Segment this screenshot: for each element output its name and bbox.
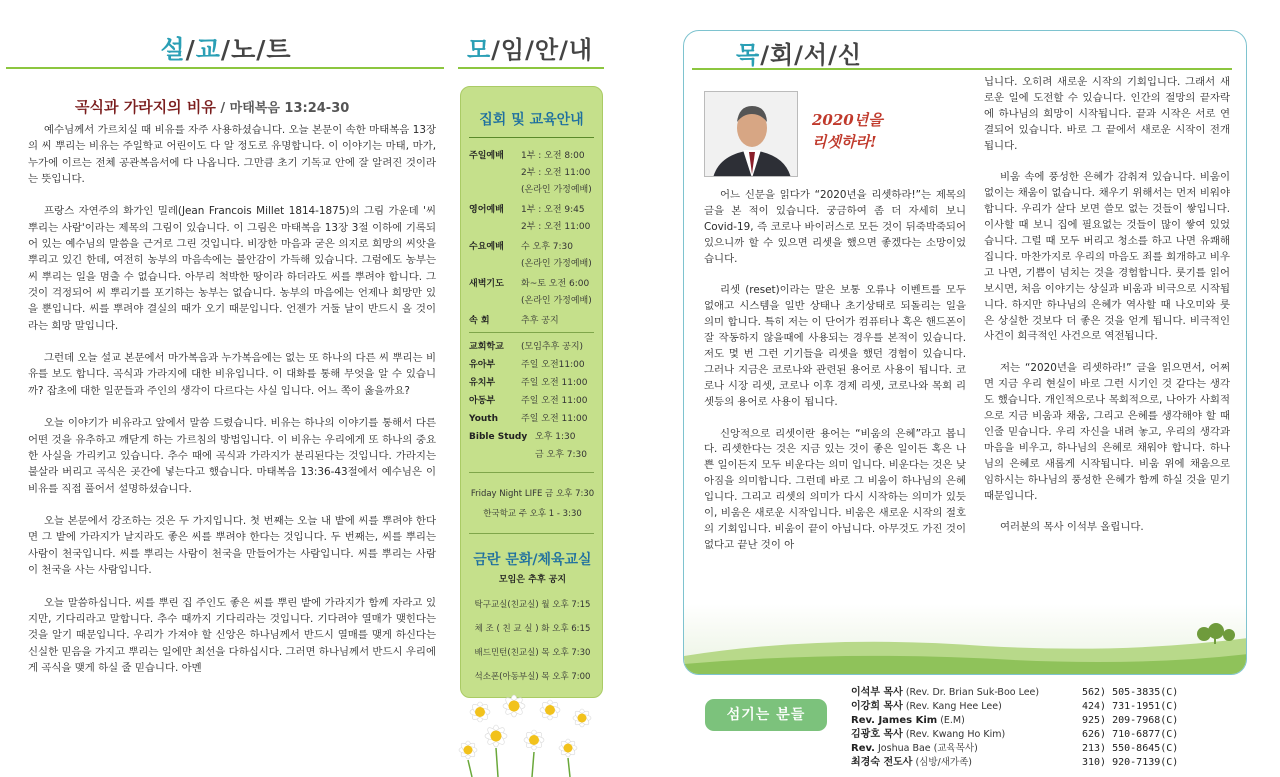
schedule-label: Youth	[469, 414, 498, 424]
headline-line: 2020년을	[812, 111, 883, 129]
sermon-paragraph: 예수님께서 가르치실 때 비유를 자주 사용하셨습니다. 오늘 본문이 속한 마태복음 13장의 씨 뿌리는 비유는 주일학교 어린이도 다 알 정도로 유명합니다. 이 이야기는 마태, 마가, 누가에 이르는 전체 공관복음서에 다 나옵니다. 그만큼 초기 기독교 안에 잘 알려진 것이라는 뜻입니다.	[28, 124, 436, 185]
schedule-value: (모임추후 공지)	[521, 342, 584, 352]
staff-phone: 925) 209-7968(C)	[1082, 715, 1179, 726]
sermon-paragraph: 프랑스 자연주의 화가인 밀레(Jean Francois Millet 1814-1875)의 그림 가운데 '씨 뿌리는 사람'이라는 제목의 그림이 있습니다. 이 그림은 마태복음 13장 3절 이하에 기록되어 있는 예수님의 말씀을 근거로 그린 것입니다. 비장한 마음과 굳은 의지로 희망의 씨앗을 뿌리고 있긴 한데, 여전히 농부의 마음속에는 불안감이 가득해 있습니다. 그럼에도 농부는 씨 뿌리는 일을 멈출 수 없습니다. 아무리 척박한 땅이라 하더라도 씨를 뿌려야 합니다. 그것이 걱정되어 씨 뿌리기를 포기하는 농부는 없습니다. 농부의 마음에는 언제나 희망만 있을 뿐입니다. 씨를 뿌려야 결실의 때가 오기 때문입니다. 언젠가 거둘 날이 반드시 올 것이라는 희망 말입니다.	[28, 205, 436, 332]
staff-row	[851, 714, 1246, 728]
sermon-body	[28, 122, 436, 692]
staff-list	[851, 686, 1246, 770]
title-char: 교	[195, 35, 221, 64]
staff-row	[851, 700, 1246, 714]
staff-english-name: (Rev. Dr. Brian Suk-Boo Lee)	[902, 687, 1040, 698]
letter-paragraph: 신앙적으로 리셋이란 용어는 “비움의 은혜”라고 봅니다. 리셋한다는 것은 지금 있는 것이 좋은 일이든 혹은 나쁜 일이든지 모두 비운다는 의미 입니다. 비운다는 것은 낮아짐을 의미합니다. 그런데 바로 그 비움이 하나님의 은혜입니다. 그리고 리셋의 의미가 다시 시작하는 의미가 있듯이, 비움은 새로운 시작입니다. 비움은 새로운 시작의 절호의 기회입니다. 비움이 끝이 아닙니다. 아무것도 가진 것이 없다고 끝난 것이 아	[704, 427, 966, 551]
schedule-value: (온라인 가정예배)	[521, 185, 592, 195]
letter-section-title: 목/회/서/신	[736, 41, 863, 69]
sermon-section-title: 설/교/노/트	[160, 35, 292, 64]
title-underline	[458, 67, 604, 69]
schedule-value: 주일 오전 11:00	[521, 396, 588, 406]
schedule-value: 2부 : 오전 11:00	[521, 222, 591, 232]
letter-paragraph: 저는 “2020년을 리셋하라!” 글을 읽으면서, 어쩌면 지금 우리 현실이 바로 그런 시기인 것 같다는 생각도 했습니다. 개인적으로나 목회적으로, 나아가 사회적으로 지금 비움과 채움, 그리고 은혜를 생각해야 할 때 인줄 믿습니다. 우리 자신을 내려 놓고, 우리의 생각과 마음을 비우고, 하나님의 은혜로 채워야 합니다. 하나님의 은혜로 새롭게 시작됩니다. 비움 위에 채움으로 임하시는 하나님의 풍성한 은혜가 함께 하실 것을 믿기 때문입니다.	[984, 362, 1230, 502]
title-char: 노	[231, 35, 257, 64]
staff-english-name: (Rev. Kang Hee Lee)	[902, 701, 1002, 712]
schedule-value: 1부 : 오전 9:45	[521, 205, 585, 215]
sermon-heading	[75, 96, 349, 117]
staff-name: 최경숙 전도사	[851, 757, 913, 768]
schedule-label: 주일예배	[469, 151, 504, 161]
panel-heading: 집회 및 교육안내	[479, 112, 584, 128]
staff-phone: 424) 731-1951(C)	[1082, 701, 1179, 712]
schedule-label: Bible Study	[469, 432, 528, 442]
schedule-label: 속 회	[469, 316, 490, 326]
class-item: 배드민턴(친교실) 목 오후 7:30	[474, 648, 591, 658]
schedule-value: 2부 : 오전 11:00	[521, 168, 591, 178]
schedule-value: 1부 : 오전 8:00	[521, 151, 585, 161]
letter-column-1	[704, 188, 966, 570]
divider	[469, 472, 594, 473]
letter-headline	[812, 109, 883, 153]
title-char: 목	[736, 41, 761, 69]
divider	[469, 137, 594, 138]
sermon-heading-title: 곡식과 가라지의 비유	[75, 98, 216, 116]
pastor-letter	[683, 30, 1247, 675]
meadow-landscape-decoration	[684, 604, 1247, 674]
title-char: 트	[266, 35, 292, 64]
schedule-value: 수 오후 7:30	[521, 242, 574, 252]
title-char: 신	[837, 41, 863, 69]
staff-name: 김광호 목사	[851, 729, 903, 740]
title-char: 회	[769, 41, 795, 69]
schedule-label: 아동부	[469, 396, 496, 406]
title-char: 서	[803, 41, 829, 69]
schedule-value: 주일 오전 11:00	[521, 414, 588, 424]
schedule-label: 새벽기도	[469, 279, 504, 289]
schedule-label: 유아부	[469, 360, 496, 370]
title-char: 설	[160, 35, 186, 64]
daisy-flowers-decoration	[452, 690, 608, 777]
divider	[469, 533, 594, 534]
staff-row	[851, 686, 1246, 700]
sermon-paragraph: 오늘 말씀하십니다. 씨를 뿌린 집 주인도 좋은 씨를 뿌린 밭에 가라지가 함께 자라고 있지만, 기다리라고 말합니다. 추수 때까지 기다리라는 것입니다. 기다려야 열매가 맺힌다는 것을 알기 때문입니다. 우리가 가져야 할 신앙은 하나님께서 반드시 열매를 맺게 하신다는 신실한 믿음을 가지고 뿌리는 일에만 최선을 다하십시다. 그러면 하나님께서 반드시 우리에게 곡식을 맺게 하실 줄 믿습니다. 아멘	[28, 596, 436, 674]
schedule-value: 화~토 오전 6:00	[521, 279, 590, 289]
sermon-notes	[0, 0, 452, 777]
title-char: 내	[568, 36, 594, 64]
letter-column-2	[984, 75, 1230, 552]
meeting-guide	[452, 0, 608, 777]
sermon-paragraph: 오늘 본문에서 강조하는 것은 두 가지입니다. 첫 번째는 오늘 내 밭에 씨를 뿌려야 한다면 그 밭에 가라지가 날지라도 좋은 씨를 뿌려야 한다는 것입니다. 두 번째는, 씨를 뿌리는 사람이 천국입니다. 씨를 뿌리는 사람이 천국을 만들어가는 사람입니다. 씨를 뿌리는 사람이 천국을 사는 사람입니다.	[28, 515, 436, 577]
letter-paragraph: 어느 신문을 읽다가 “2020년을 리셋하라!”는 제목의 글을 본 적이 있습니다. 궁금하여 좀 더 자세히 보니 Covid-19, 즉 코로나 바이러스로 모든 것이 뒤죽박죽되어 있으니까 할 수 있으면 리셋을 했으면 좋겠다는 소망이었습니다.	[704, 189, 966, 265]
schedule-label: 교회학교	[469, 342, 504, 352]
korean-school: 한국학교 주 오후 1 - 3:30	[483, 509, 582, 519]
class-item: 석소폰(아동부실) 목 오후 7:00	[474, 672, 591, 682]
schedule-value: (온라인 가정예배)	[521, 296, 592, 306]
schedule-label: 유치부	[469, 378, 496, 388]
schedule-label: 영어예배	[469, 205, 504, 215]
sermon-reference: / 마태복음 13:24-30	[215, 101, 350, 116]
guide-section-title: 모/임/안/내	[466, 36, 594, 64]
letter-paragraph: 닙니다. 오히려 새로운 시작의 기회입니다. 그래서 새로운 일에 도전할 수 있습니다. 인간의 절망의 끝자락에 하나님의 희망이 시작됩니다. 끝과 시작은 서로 연결되어 있습니다. 바로 그 끝에서 새로운 시작이 전개 됩니다.	[984, 76, 1230, 152]
title-char: 모	[466, 36, 492, 64]
staff-name: 이석부 목사	[851, 687, 903, 698]
staff-name: 이강희 목사	[851, 701, 903, 712]
staff-phone: 562) 505-3835(C)	[1082, 687, 1179, 698]
staff-name: Rev.	[851, 743, 875, 754]
title-char: 임	[500, 36, 526, 64]
sermon-paragraph: 그런데 오늘 설교 본문에서 마가복음과 누가복음에는 없는 또 하나의 다른 씨 뿌리는 비유를 보도 합니다. 곡식과 가라지에 대한 비유입니다. 이 대화를 통해 무엇을 알 수 있습니까? 잡초에 대한 일꾼들과 주인의 생각이 다르다는 사실 입니다. 어느 쪽이 옳을까요?	[28, 352, 436, 397]
letter-signature: 여러분의 목사 이석부 올립니다.	[1000, 521, 1144, 534]
schedule-value: 추후 공지	[521, 316, 559, 326]
schedule-value: 금 오후 7:30	[535, 450, 588, 460]
culture-subtitle: 모임은 추후 공지	[498, 575, 567, 585]
staff-english-name: (E.M)	[937, 715, 965, 726]
pastor-photo	[704, 91, 798, 177]
staff-phone: 626) 710-6877(C)	[1082, 729, 1179, 740]
headline-line: 리셋하라!	[812, 133, 877, 151]
class-item: 체 조 ( 친 교 실 ) 화 오후 6:15	[474, 624, 591, 634]
schedule-value: 주일 오전11:00	[521, 360, 585, 370]
divider	[469, 332, 594, 333]
staff-english-name: (심방/새가족)	[912, 757, 972, 768]
title-char: 안	[534, 36, 560, 64]
title-underline	[6, 67, 444, 69]
staff-phone: 310) 920-7139(C)	[1082, 757, 1179, 768]
sermon-paragraph: 오늘 이야기가 비유라고 앞에서 말씀 드렸습니다. 비유는 하나의 이야기를 통해서 다른 어떤 것을 유추하고 깨닫게 하는 가르침의 방법입니다. 이 비유는 우리에게 또 하나의 중요한 사실을 가리키고 있습니다. 추수 때에 곡식과 가라지가 분리된다는 것입니다. 가라지는 불살라 버리고 곡식은 곳간에 넣는다고 했습니다. 마태복음 13:36-43절에서 예수님은 이 비유를 직접 풀어서 설명하셨습니다.	[28, 417, 436, 495]
schedule-label: 수요예배	[469, 242, 504, 252]
guide-panel	[460, 86, 603, 698]
staff-phone: 213) 550-8645(C)	[1082, 743, 1179, 754]
letter-paragraph: 비움 속에 풍성한 은혜가 감춰져 있습니다. 비움이 없이는 채움이 없습니다. 채우기 위해서는 먼저 비워야 합니다. 우리가 살다 보면 쓸모 없는 것들이 쌓입니다. 이사할 때 보니 집에 필요없는 것들이 많이 쌓여 있었습니다. 그럴 때 모두 버리고 청소를 하고 나면 유쾌해 집니다. 마찬가지로 우리의 마음도 죄를 회개하고 비우고 나면, 기쁨이 넘치는 것을 경험합니다. 룻기를 읽어 보시면, 처음 이야기는 상실과 비움과 비극으로 시작됩니다. 하지만 하나님의 은혜가 역사할 때 나오미와 룻은 상실한 것보다 더 좋은 것을 얻게 됩니다. 비극적인 사건이 희극적인 사건으로 역전됩니다.	[984, 171, 1230, 343]
schedule-value: (온라인 가정예배)	[521, 259, 592, 269]
staff-row	[851, 728, 1246, 742]
schedule-value: 오후 1:30	[535, 432, 576, 442]
staff-row	[851, 756, 1246, 770]
staff-english-name: (Rev. Kwang Ho Kim)	[902, 729, 1006, 740]
staff-row	[851, 742, 1246, 756]
staff-label-button: 섬기는 분들	[705, 699, 827, 731]
schedule-value: 주일 오전 11:00	[521, 378, 588, 388]
friday-night-life: Friday Night LIFE 금 오후 7:30	[470, 489, 595, 499]
class-item: 탁구교실(친교실) 월 오후 7:15	[474, 600, 591, 610]
staff-english-name: Joshua Bae (교육목사)	[874, 743, 978, 754]
letter-paragraph: 리셋 (reset)이라는 말은 보통 오류나 이벤트를 모두 없애고 시스템을 일반 상태나 초기상태로 되돌리는 일을 의미 합니다. 특히 저는 이 단어가 컴퓨터나 혹은 핸드폰이 잘 작동하지 않을때에 사용되는 경우를 본적이 있습니다. 저도 몇 번 그런 기기들을 리셋을 했던 경험이 있습니다. 그러나 지금은 코로나와 관련된 용어로 사용이 됩니다. 코로나 시장 리셋, 코로나 이후 경제 리셋, 코로나와 목회 리셋등의 용어로 사용이 됩니다.	[704, 284, 966, 408]
culture-heading: 금란 문화/체육교실	[473, 552, 592, 568]
staff-name: Rev. James Kim	[851, 715, 938, 726]
